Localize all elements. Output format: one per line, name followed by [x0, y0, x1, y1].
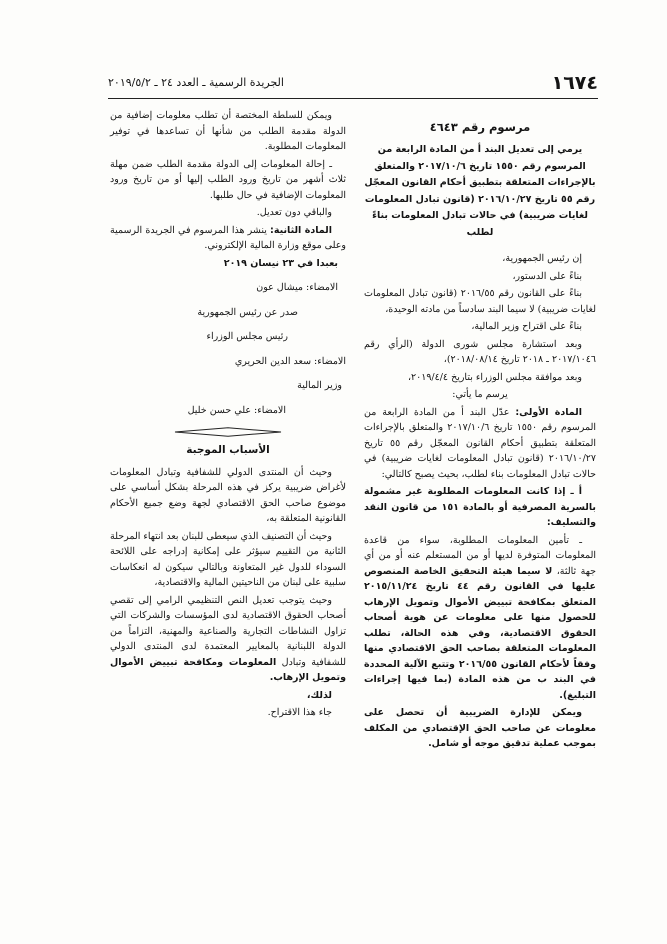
article-2-text: ينشر هذا المرسوم في الجريدة الرسمية وعلى موقع وزارة المالية الإلكتروني.	[110, 224, 346, 251]
preamble-line: بناءً على اقتراح وزير المالية،	[471, 321, 582, 332]
clause-a-bullet-2: ويمكن للإدارة الضريبية أن تحصل على معلومات عن صاحب الحق الإقتصادي من المكلف بموجب عملية تدقيق موجه أو شامل.	[364, 707, 596, 749]
signature-pm: الامضاء: سعد الدين الحريري	[234, 355, 346, 367]
decrees-line: يرسم ما يأتي:	[452, 389, 508, 400]
reason-3-bold-end: المعلومات ومكافحة تبييض الأموال وتمويل الإرهاب.	[110, 656, 346, 683]
article-2-label: المادة الثانية:	[270, 224, 332, 236]
remainder-line: والباقي دون تعديل.	[256, 207, 332, 218]
reason-paragraph: وحيث أن التصنيف الذي سيعطى للبنان بعد انتهاء المرحلة الثانية من التقييم سيؤثر على إمكانية إدراجه على اللائحة السوداء للدول غير المتعاونة وبالتالي سيكون له انعكاسات سلبية على لبنان من الناحيتين المالية والاقتصادية،	[110, 530, 346, 588]
finance-minister-title: وزير المالية	[297, 380, 342, 391]
preamble-line: بناءً على القانون رقم ٢٠١٦/٥٥ (قانون تبادل المعلومات لغايات ضريبية) لا سيما البند سادساً من مادته الوحيدة،	[364, 288, 596, 315]
header-divider	[108, 98, 598, 99]
bullet-1-text: ـ تأمين المعلومات المطلوبة، سواء من قاعدة المعلومات المتوفرة لديها أو من المستعلم عنه أو من أي جهة ثالثة،	[364, 534, 596, 577]
clause-a: أ ـ إذا كانت المعلومات المطلوبة غير مشمولة بالسرية المصرفية أو بالمادة ١٥١ من قانون النقد والتسليف:	[364, 486, 596, 528]
right-column	[364, 108, 596, 754]
dash-item: ـ إحالة المعلومات إلى الدولة مقدمة الطلب ضمن مهلة ثلاث أشهر من تاريخ ورود الطلب إليها أو من تاريخ ورود المعلومات الإضافية في حال طلبها.	[110, 158, 346, 201]
decree-title: مرسوم رقم ٤٦٤٣	[429, 120, 531, 134]
reason-paragraph: وحيث أن المنتدى الدولي للشفافية وتبادل المعلومات لأغراض ضريبية يركز في هذه المرحلة بشكل أساسي على موضوع صاحب الحق الاقتصادي لجهة وضع جميع الأحكام القانونية المتعلقة به،	[110, 466, 346, 524]
page-header	[108, 72, 598, 96]
preamble-line: وبعد استشارة مجلس شورى الدولة (الرأي رقم ٢٠١٧/١٠٤٦ ـ ٢٠١٨ تاريخ ٢٠١٨/٠٨/١٤)،	[364, 338, 596, 365]
preamble-line: وبعد موافقة مجلس الوزراء بتاريخ ٢٠١٩/٤/٤،	[407, 371, 582, 383]
signature-finance: الامضاء: علي حسن خليل	[187, 404, 286, 416]
therefore-line: لذلك،	[306, 689, 332, 701]
article-1-text: عدّل البند أ من المادة الرابعة من المرسوم رقم ١٥٥٠ تاريخ ٢٠١٧/١٠/٦ والمتعلق بالإجراءات المتعلقة بتطبيق أحكام القانون المعجّل رقم ٥٥ تاريخ ٢٠١٦/١٠/٢٧ (قانون تبادل المعلومات لغايات ضريبية) في حالات تبادل المعلومات بناء لطلب، بحيث يصبح كالتالي:	[364, 406, 596, 480]
issued-by: صدر عن رئيس الجمهورية	[197, 306, 298, 318]
page-number: ١٦٧٤	[551, 72, 598, 94]
ornament-divider-icon	[173, 427, 283, 437]
clause-a-bullet-1	[364, 533, 596, 704]
article-2	[110, 223, 346, 254]
preamble-line: بناءً على الدستور،	[512, 270, 582, 282]
signature-president: الامضاء: ميشال عون	[256, 282, 338, 293]
left-column	[110, 108, 346, 723]
preamble-line: إن رئيس الجمهورية،	[502, 253, 582, 264]
bullet-1-bold-text: لا سيما هيئة التحقيق الخاصة المنصوص عليها في القانون رقم ٤٤ تاريخ ٢٠١٥/١١/٢٤ المتعلق بمكافحة تبييض الأموال وتمويل الإرهاب للحصول منها على معلومات عن هوية أصحاب الحقوق الاقتصادية، وفي هذه الحالة، تطلب المعلومات المتعلقة بصاحب الحق الاقتصادي منها وفقاً لأحكام القانون ٢٠١٦/٥٥ وتتبع الآلية المحددة في البند ب من هذه المادة (بما فيها إجراءات التبليغ).	[364, 565, 596, 701]
decree-subject: يرمي إلى تعديل البند أ من المادة الرابعة من المرسوم رقم ١٥٥٠ تاريخ ٢٠١٧/١٠/٦ والمتعلق بالإجراءات المتعلقة بتطبيق أحكام القانون المعجّل رقم ٥٥ تاريخ ٢٠١٦/١٠/٢٧ (قانون تبادل المعلومات لغايات ضريبية) في حالات تبادل المعلومات بناءً لطلب	[364, 144, 596, 238]
reason-3-text: وحيث يتوجب تعديل النص التنظيمي الرامي إلى تقصي أصحاب الحقوق الاقتصادية لدى المؤسسات والشركات التي تزاول النشاطات التجارية والصناعية والمهنية، التزاماً من الدولة اللبنانية بالمعايير المعتمدة لدى المنتدى الدولي للشفافية وتبادل	[110, 594, 346, 668]
date-line: بعبدا في ٢٣ نيسان ٢٠١٩	[223, 257, 338, 269]
continuation-text: ويمكن للسلطة المختصة أن تطلب معلومات إضافية من الدولة مقدمة الطلب من شأنها أن تساعدها في توفير المعلومات المطلوبة.	[110, 110, 346, 152]
proposal-line: جاء هذا الاقتراح.	[267, 707, 332, 718]
gazette-info: الجريدة الرسمية ـ العدد ٢٤ ـ ٢٠١٩/٥/٢	[108, 76, 284, 89]
article-1	[364, 405, 596, 483]
article-1-label: المادة الأولى:	[515, 406, 582, 418]
pm-title: رئيس مجلس الوزراء	[206, 331, 288, 342]
reason-paragraph	[110, 593, 346, 686]
signature-block	[110, 256, 346, 419]
reasons-title: الأسباب الموجبة	[186, 444, 270, 456]
